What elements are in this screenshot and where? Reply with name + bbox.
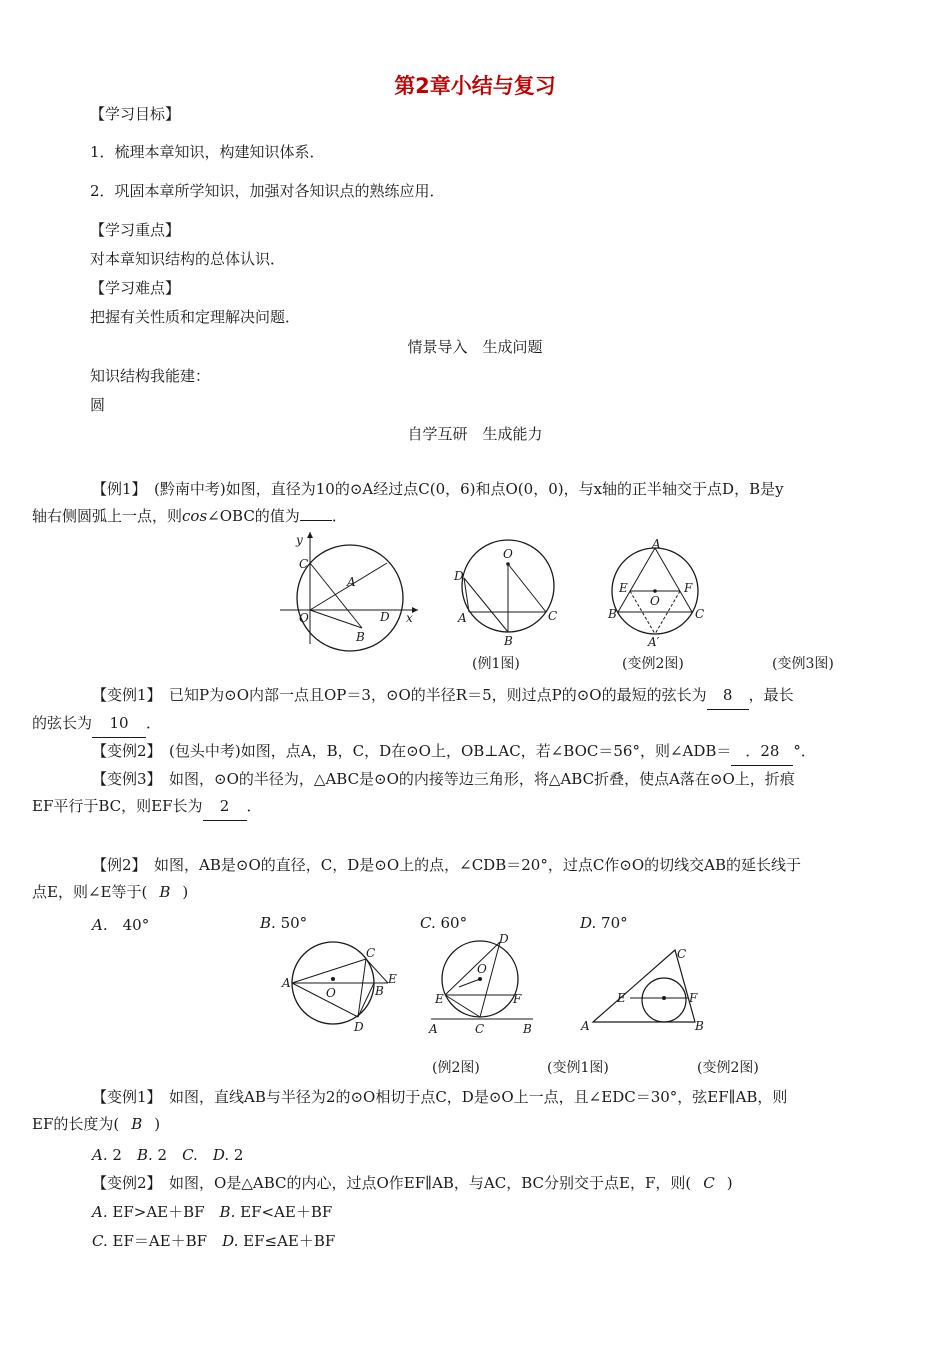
figure-label: B: [375, 984, 384, 998]
figure-label: F: [684, 581, 693, 595]
figure-label: F: [513, 992, 522, 1006]
figure-label: O: [477, 962, 487, 976]
key-points-text: 对本章知识结构的总体认识．: [90, 250, 286, 268]
figure-variant2: [448, 538, 568, 646]
figure-variant3: [600, 536, 710, 648]
variant2-2-options-ab: A. EF>AE＋BF B. EF<AE＋BF: [92, 1203, 333, 1221]
figure-label: x: [406, 611, 413, 625]
figure-caption: (变例2图): [697, 1060, 759, 1076]
figure-example2: [280, 935, 400, 1035]
figure-label: A: [581, 1019, 590, 1033]
variant1-3-text: 【变例3】 如图，⊙O的半径为，△ABC是⊙O的内接等边三角形，将△ABC折叠，使点A落在⊙O上，折痕 EF平行于BC，则EF长为 2 ．: [62, 766, 892, 821]
key-points-heading: 【学习重点】: [90, 221, 181, 239]
option-c: C. 60°: [420, 914, 468, 932]
example1-text: 【例1】 (黔南中考)如图，直径为10的⊙A经过点C(0，6)和点O(0，0)，与x轴的正半轴交于点D，B是y 轴右侧圆弧上一点，则cos∠OBC的值为 ．: [32, 480, 784, 525]
figure-label: A: [429, 1022, 438, 1036]
figure-label: D: [499, 932, 509, 946]
figure-caption: (例2图): [432, 1060, 480, 1076]
objective-item: 2．巩固本章所学知识，加强对各知识点的熟练应用．: [90, 182, 445, 200]
figure-label: B: [523, 1022, 532, 1036]
figure-label: y: [296, 533, 303, 547]
figure-caption: (例1图): [472, 656, 520, 672]
option-b: B. 50°: [260, 914, 308, 932]
answer-blank: ．28: [731, 738, 793, 766]
example-tag: 【例1】: [92, 480, 140, 498]
answer-blank: 10: [92, 710, 146, 738]
figure-label: D: [380, 610, 390, 624]
answer-blank: 8: [707, 682, 749, 710]
figure-label: C: [366, 946, 376, 960]
figure-label: C: [677, 947, 687, 961]
variant1-1-text: 【变例1】 已知P为⊙O内部一点且OP＝3，⊙O的半径R＝5，则过点P的⊙O的最短的弦长为 8 ，最长 的弦长为 10 ．: [62, 682, 892, 738]
figure-label: F: [689, 991, 698, 1005]
variant2-2-options-cd: C. EF＝AE＋BF D. EF≤AE＋BF: [92, 1232, 336, 1250]
figure-caption: (变例2图): [622, 656, 684, 672]
figure-label: B: [356, 630, 365, 644]
figure-label: B: [504, 634, 513, 648]
option-d: D. 70°: [580, 914, 628, 932]
example2-text: 【例2】 如图，AB是⊙O的直径，C，D是⊙O上的点，∠CDB＝20°，过点C作⊙O的切线交AB的延长线于 点E，则∠E等于( B ): [32, 856, 802, 901]
knowledge-label: 知识结构我能建：: [90, 367, 211, 385]
example-tag: 【例2】: [92, 856, 140, 874]
figure-label: A: [282, 976, 291, 990]
difficulties-heading: 【学习难点】: [90, 279, 181, 297]
objective-item: 1．梳理本章知识，构建知识体系．: [90, 143, 325, 161]
figure-label: O: [326, 986, 336, 1000]
variant2-2-text: 【变例2】 如图，O是△ABC的内心，过点O作EF∥AB，与AC，BC分别交于点E，F，则( C ): [92, 1174, 733, 1192]
figure-label: D: [454, 569, 464, 583]
figure-variant2-1: [425, 933, 540, 1035]
answer-blank: [300, 505, 332, 521]
answer: B: [159, 883, 171, 901]
knowledge-item: 圆: [90, 396, 106, 414]
variant2-1-text: 【变例1】 如图，直线AB与半径为2的⊙O相切于点C，D是⊙O上一点，且∠EDC＝30°，弦EF∥AB，则 EF的长度为( B ): [32, 1088, 788, 1133]
figure-label: E: [435, 992, 444, 1006]
figure-label: A′: [648, 635, 660, 649]
figure-label: O: [650, 594, 660, 608]
objectives-heading: 【学习目标】: [90, 105, 181, 123]
figure-label: C: [299, 557, 309, 571]
option-a: A. 40°: [92, 916, 150, 934]
answer: B: [131, 1115, 143, 1133]
figure-label: C: [695, 607, 705, 621]
figure-label: C: [548, 609, 558, 623]
figure-label: A: [652, 537, 661, 551]
figure-label: E: [388, 972, 397, 986]
variant-tag: 【变例1】: [92, 1088, 155, 1106]
variant-tag: 【变例2】: [92, 1174, 155, 1192]
figure-example1: [270, 528, 420, 646]
variant-tag: 【变例3】: [92, 770, 155, 788]
figure-label: C: [475, 1022, 485, 1036]
answer: C: [703, 1174, 715, 1192]
variant-tag: 【变例2】: [92, 742, 155, 760]
figure-label: B: [695, 1019, 704, 1033]
figure-label: A: [347, 575, 356, 589]
figure-variant2-2: [575, 940, 705, 1035]
figure-label: A: [458, 611, 467, 625]
variant-tag: 【变例1】: [92, 686, 155, 704]
figure-caption: (变例1图): [547, 1060, 609, 1076]
difficulties-text: 把握有关性质和定理解决问题．: [90, 308, 301, 326]
variant2-1-options: A. 2 B. 2 C. D. 2: [92, 1146, 244, 1164]
figure-label: O: [503, 547, 513, 561]
figure-label: E: [619, 581, 628, 595]
figure-label: E: [617, 991, 626, 1005]
section-heading: 自学互研 生成能力: [407, 425, 543, 443]
section-heading: 情景导入 生成问题: [407, 338, 543, 356]
figure-label: B: [608, 607, 617, 621]
variant1-2-text: 【变例2】 (包头中考)如图，点A，B，C，D在⊙O上，OB⊥AC，若∠BOC＝56°，则∠ADB＝ ．28 °．: [62, 738, 892, 766]
figure-label: D: [354, 1020, 364, 1034]
answer-blank: 2: [203, 793, 247, 821]
figure-caption: (变例3图): [772, 656, 834, 672]
figure-label: O: [299, 611, 309, 625]
page-title: 第2章小结与复习: [394, 74, 556, 98]
